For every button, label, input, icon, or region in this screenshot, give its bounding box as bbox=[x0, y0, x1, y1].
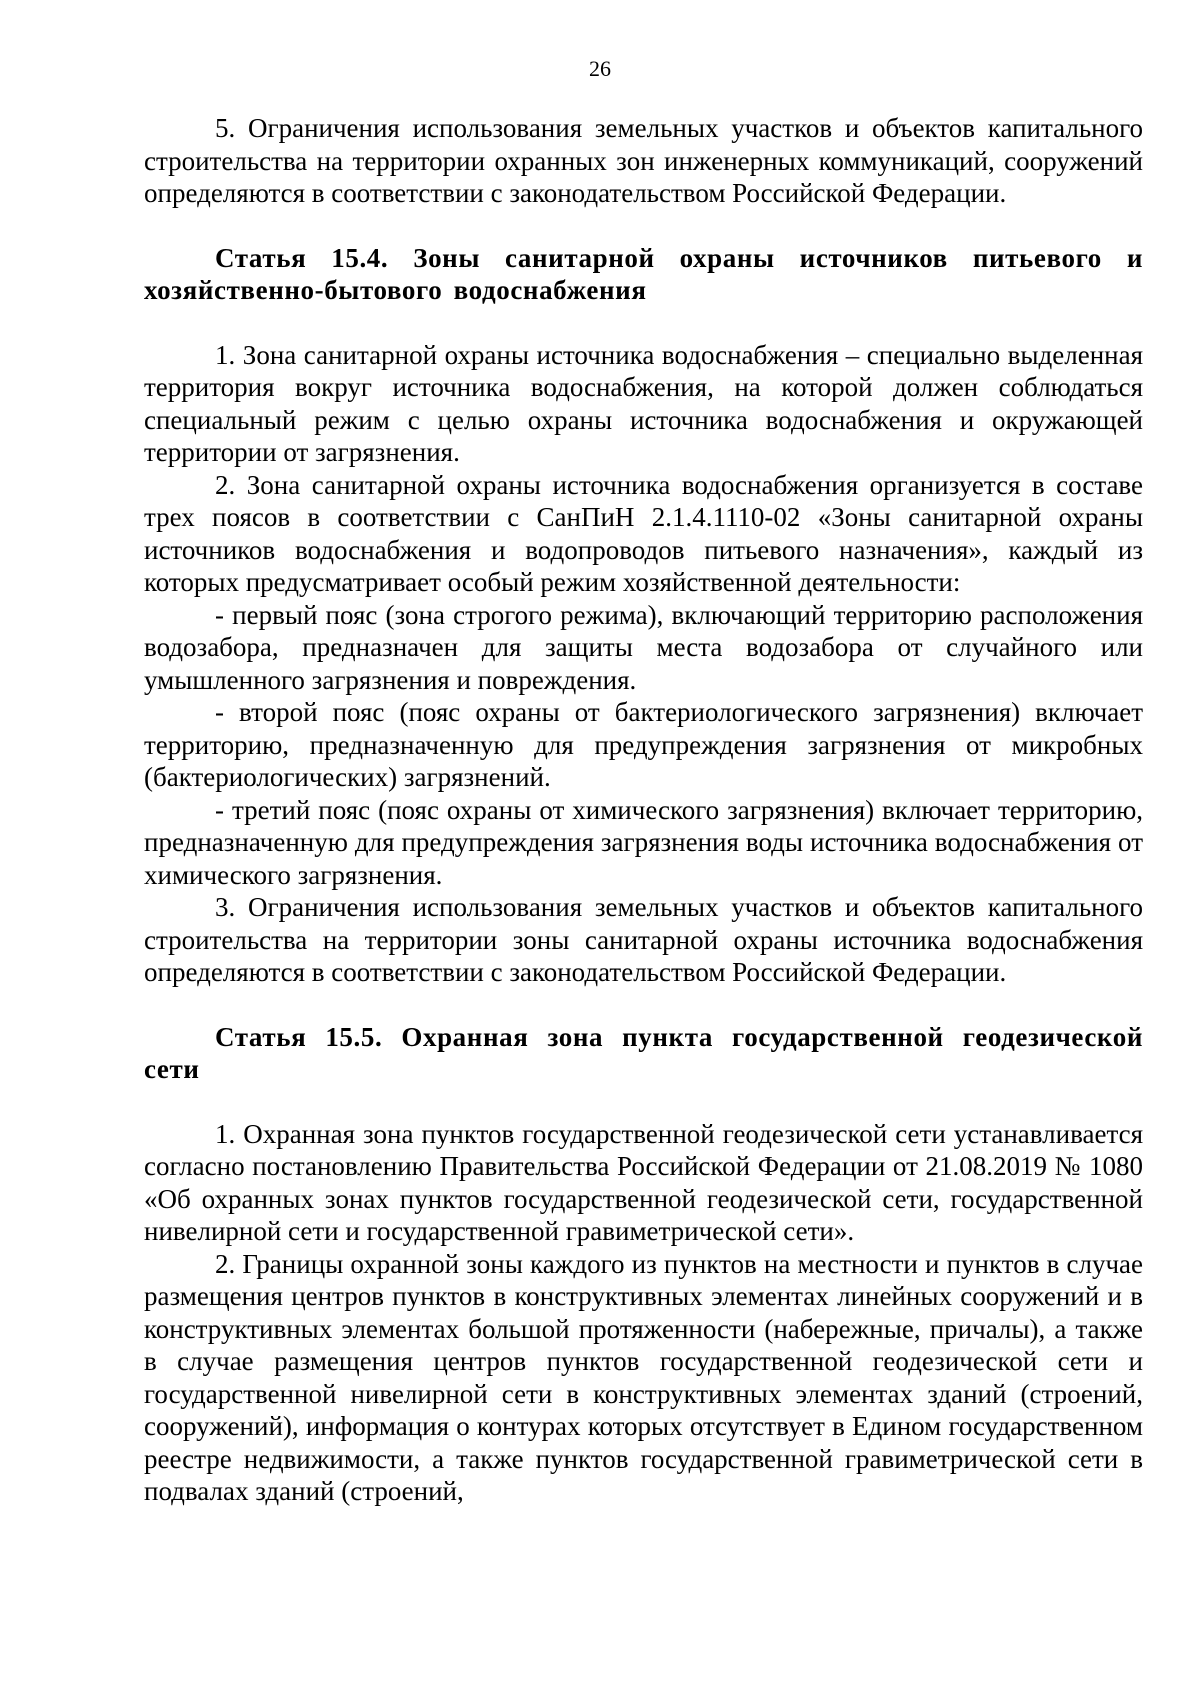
spacer bbox=[144, 989, 1143, 1021]
page-number: 26 bbox=[589, 56, 611, 81]
paragraph-1-sanitary-zone: 1. Зона санитарной охраны источника водоснабжения – специально выделенная территория вокруг источника водоснабжения, на которой должен соблюдаться специальный режим с целью охраны источника водоснабжения и окружающей территории от загрязнения. bbox=[144, 339, 1143, 467]
spacer bbox=[144, 210, 1143, 242]
page-content bbox=[144, 112, 1143, 1508]
paragraph-2-zone-boundaries: 2. Границы охранной зоны каждого из пунктов на местности и пунктов в случае размещения центров пунктов в конструктивных элементах линейных сооружений и в конструктивных элементах большой протяженности (набережные, причалы), а также в случае размещения центров пунктов государственной геодезической сети и государственной нивелирной сети в конструктивных элементах зданий (строений, сооружений), информация о контурах которых отсутствует в Едином государственном реестре недвижимости, а также пунктов государственной гравиметрической сети в подвалах зданий (строений, bbox=[144, 1248, 1143, 1506]
list-item-second-belt: - второй пояс (пояс охраны от бактериологического загрязнения) включает территорию, предназначенную для предупреждения загрязнения от микробных (бактериологических) загрязнений. bbox=[144, 697, 1143, 792]
article-15-4-heading: Статья 15.4. Зоны санитарной охраны источников питьевого и хозяйственно-бытового водоснабжения bbox=[144, 242, 1143, 305]
spacer bbox=[144, 1086, 1143, 1118]
spacer bbox=[144, 307, 1143, 339]
paragraph-2-three-belts: 2. Зона санитарной охраны источника водоснабжения организуется в составе трех поясов в соответствии с СанПиН 2.1.4.1110-02 «Зоны санитарной охраны источников водоснабжения и водопроводов питьевого назначения», каждый из которых предусматривает особый режим хозяйственной деятельности: bbox=[144, 469, 1143, 597]
list-item-third-belt: - третий пояс (пояс охраны от химического загрязнения) включает территорию, предназначенную для предупреждения загрязнения воды источника водоснабжения от химического загрязнения. bbox=[144, 794, 1143, 890]
list-item-first-belt: - первый пояс (зона строгого режима), включающий территорию расположения водозабора, предназначен для защиты места водозабора от случайного или умышленного загрязнения и повреждения. bbox=[144, 599, 1143, 695]
paragraph-3-restrictions: 3. Ограничения использования земельных участков и объектов капитального строительства на территории зоны санитарной охраны источника водоснабжения определяются в соответствии с законодательством Российской Федерации. bbox=[144, 892, 1143, 987]
paragraph-5-engineering-zones: 5. Ограничения использования земельных участков и объектов капитального строительства на территории охранных зон инженерных коммуникаций, сооружений определяются в соответствии с законодательством Российской Федерации. bbox=[144, 113, 1143, 208]
article-15-5-heading: Статья 15.5. Охранная зона пункта государственной геодезической сети bbox=[144, 1021, 1143, 1084]
paragraph-1-geodetic-zone: 1. Охранная зона пунктов государственной геодезической сети устанавливается согласно постановлению Правительства Российской Федерации от 21.08.2019 № 1080 «Об охранных зонах пунктов государственной геодезической сети, государственной нивелирной сети и государственной гравиметрической сети». bbox=[144, 1118, 1143, 1246]
